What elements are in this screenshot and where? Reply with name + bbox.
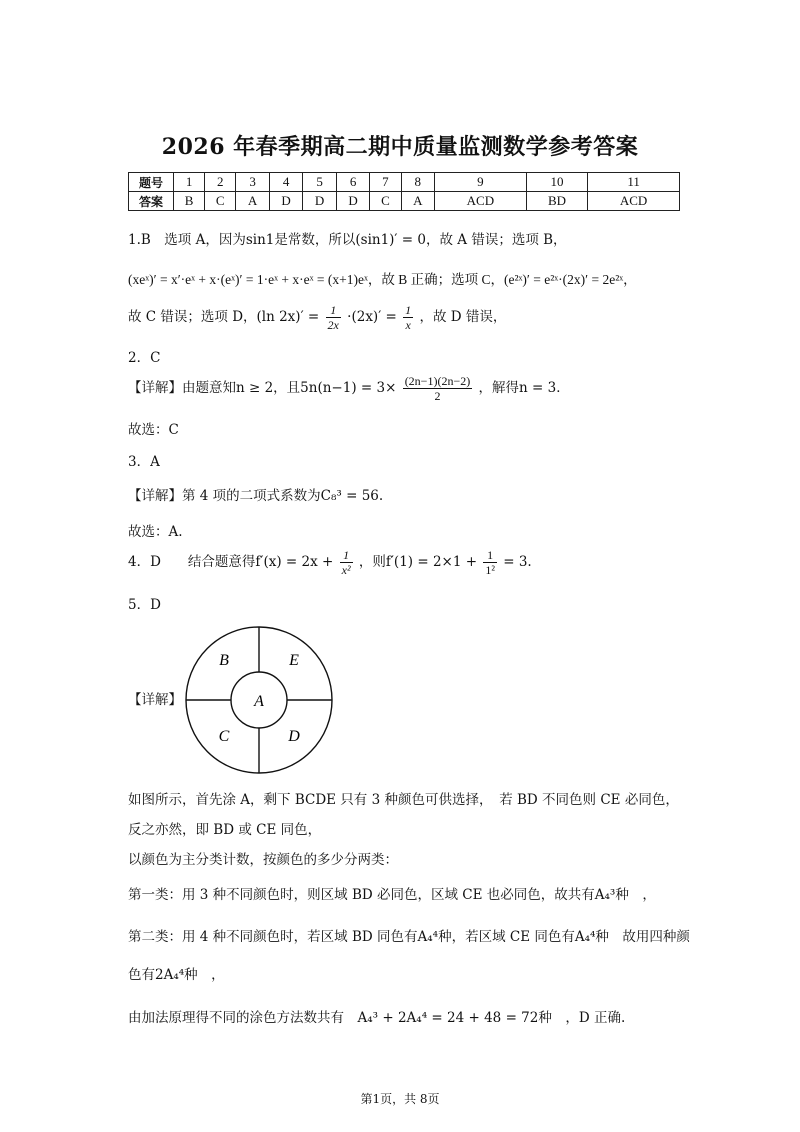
q2-fraction-num: (2n−1)(2n−2) — [404, 374, 471, 388]
q5-paragraph-3: 以颜色为主分类计数，按颜色的多少分两类： — [128, 852, 398, 868]
q2-fraction — [403, 374, 473, 403]
q4-line — [128, 548, 532, 577]
table-row-answers — [129, 192, 680, 211]
table-cell: B — [174, 192, 205, 211]
table-header-answer: 答案 — [129, 192, 174, 211]
q4-fraction-1-den: x² — [341, 563, 351, 577]
region-label-bottom-right: D — [288, 728, 300, 745]
answer-table — [128, 172, 680, 211]
table-cell: 2 — [205, 173, 236, 192]
q5-paragraph-1: 如图所示，首先涂 A，剩下 BCDE 只有 3 种颜色可供选择， 若 BD 不同色则 CE 必同色， — [128, 792, 679, 808]
q5-detail-label: 【详解】 — [128, 692, 182, 708]
table-cell: ACD — [588, 192, 680, 211]
q4-fraction-1 — [340, 548, 353, 577]
q5-head: 5．D — [128, 597, 161, 613]
q5-paragraph-4: 第一类：用 3 种不同颜色时，则区域 BD 必同色，区域 CE 也必同色，故共有A₄³种 ， — [128, 887, 656, 903]
q1-fraction-2-den: x — [405, 318, 411, 332]
q2-fraction-den: 2 — [434, 389, 441, 403]
q4-fraction-2-den: 1² — [485, 563, 495, 577]
table-cell: A — [401, 192, 435, 211]
q5-paragraph-2: 反之亦然，即 BD 或 CE 同色， — [128, 822, 322, 838]
table-cell: C — [205, 192, 236, 211]
table-cell: 11 — [588, 173, 680, 192]
q4-fraction-1-num: 1 — [340, 548, 353, 563]
q1-fraction-2 — [403, 303, 413, 332]
table-cell: 7 — [370, 173, 401, 192]
table-header-number: 题号 — [129, 173, 174, 192]
q1-line1: 1.B 选项 A，因为sin1是常数，所以(sin1)′ = 0，故 A 错误；选项 B， — [128, 232, 567, 248]
q5-paragraph-7: 由加法原理得不同的涂色方法数共有 A₄³ + 2A₄⁴ = 24 + 48 = 72种 ，D 正确. — [128, 1010, 626, 1026]
table-cell: 3 — [236, 173, 270, 192]
table-cell: D — [336, 192, 370, 211]
q1-fraction-1-num: 1 — [326, 303, 341, 318]
q2-head: 2．C — [128, 350, 161, 366]
table-cell: 9 — [435, 173, 527, 192]
q5-paragraph-5: 第二类：用 4 种不同颜色时，若区域 BD 同色有A₄⁴种，若区域 CE 同色有A₄⁴种 故用四种颜 — [128, 929, 690, 945]
ring-region-figure — [184, 625, 334, 775]
table-cell: 4 — [269, 173, 303, 192]
q2-detail — [128, 374, 570, 403]
table-cell: ACD — [435, 192, 527, 211]
region-label-top-left: B — [219, 652, 229, 669]
table-row-numbers — [129, 173, 680, 192]
q3-detail: 【详解】第 4 项的二项式系数为C₈³ = 56. — [128, 488, 384, 504]
table-cell: D — [303, 192, 337, 211]
table-cell: A — [236, 192, 270, 211]
q1-line3-b: ·(2x)′ = — [347, 309, 397, 325]
q1-line3-c: ，故 D 错误， — [419, 309, 507, 325]
q4-a: 4．D 结合题意得f′(x) = 2x + — [128, 554, 334, 570]
q1-fraction-1-den: 2x — [327, 318, 339, 332]
q5-paragraph-6: 色有2A₄⁴种 ， — [128, 967, 225, 983]
table-cell: BD — [526, 192, 587, 211]
q1-line2: (xeˣ)′ = x′·eˣ + x·(eˣ)′ = 1·eˣ + x·eˣ = (x+1)eˣ，故 B 正确；选项 C，(e²ˣ)′ = e²ˣ·(2x)′ = 2e²ˣ， — [128, 272, 637, 287]
q4-c: = 3. — [503, 554, 532, 570]
region-label-bottom-left: C — [218, 728, 230, 745]
table-cell: 5 — [303, 173, 337, 192]
q4-b: ，则f′(1) = 2×1 + — [358, 554, 478, 570]
region-label-top-right: E — [289, 652, 299, 669]
table-cell: 1 — [174, 173, 205, 192]
q1-line3-a: 故 C 错误；选项 D，(ln 2x)′ = — [128, 309, 320, 325]
q4-fraction-2-num: 1 — [483, 548, 497, 563]
q1-line3 — [128, 303, 506, 332]
q3-head: 3．A — [128, 454, 160, 470]
q1-fraction-1 — [326, 303, 341, 332]
page-footer: 第1页，共 8页 — [360, 1092, 440, 1106]
table-cell: D — [269, 192, 303, 211]
q1-fraction-2-num: 1 — [405, 303, 412, 317]
table-cell: 10 — [526, 173, 587, 192]
q2-detail-a: 【详解】由题意知n ≥ 2，且5n(n−1) = 3× — [128, 380, 397, 396]
page-title: 2026 年春季期高二期中质量监测数学参考答案 — [161, 134, 639, 160]
q3-choose: 故选：A. — [128, 524, 183, 540]
table-cell: 8 — [401, 173, 435, 192]
q2-detail-b: ，解得n = 3． — [478, 380, 570, 396]
q4-fraction-2 — [483, 548, 497, 577]
q2-choose: 故选：C — [128, 422, 179, 438]
table-cell: C — [370, 192, 401, 211]
table-cell: 6 — [336, 173, 370, 192]
region-label-center: A — [254, 693, 264, 710]
